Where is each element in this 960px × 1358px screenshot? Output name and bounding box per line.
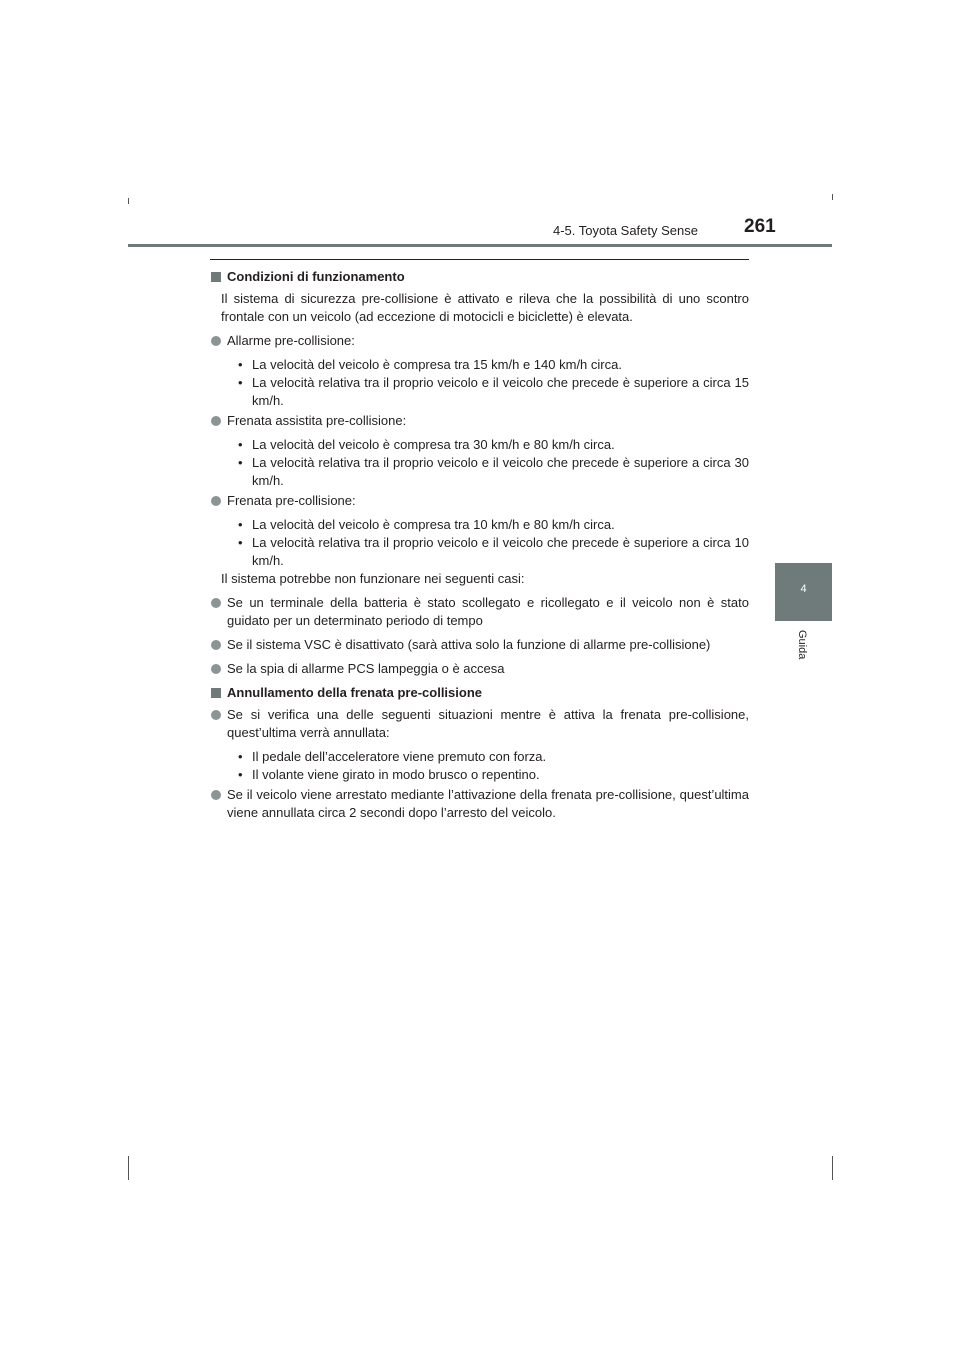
square-bullet-icon: [211, 272, 221, 282]
circle-bullet-icon: [211, 496, 221, 506]
sub-item: • La velocità del veicolo è compresa tra 30 km/h e 80 km/h circa.: [238, 437, 615, 452]
chapter-tab-label: Guida: [796, 630, 808, 660]
sub-item: • La velocità del veicolo è compresa tra 15 km/h e 140 km/h circa.: [238, 357, 622, 372]
page-content: [211, 268, 749, 828]
sub-item: • La velocità relativa tra il proprio veicolo e il veicolo che precede è superiore a circa 15 km/h.: [238, 375, 749, 408]
circle-bullet-icon: [211, 790, 221, 800]
circle-bullet-icon: [211, 416, 221, 426]
sub-list: [238, 436, 749, 490]
chapter-tab: [775, 563, 832, 621]
section-heading: Annullamento della frenata pre-collisione: [211, 684, 749, 702]
list-item: Se la spia di allarme PCS lampeggia o è accesa: [211, 660, 749, 678]
crop-mark: [128, 198, 129, 204]
section-heading: Condizioni di funzionamento: [211, 268, 749, 286]
list-item: Se un terminale della batteria è stato scollegato e ricollegato e il veicolo non è stato guidato per un determinato periodo di tempo: [211, 594, 749, 630]
circle-bullet-icon: [211, 710, 221, 720]
circle-bullet-icon: [211, 336, 221, 346]
list-item: Se il veicolo viene arrestato mediante l’attivazione della frenata pre-collisione, quest’ultima viene annullata circa 2 secondi dopo l’arresto del veicolo.: [211, 786, 749, 822]
sub-item: • La velocità relativa tra il proprio veicolo e il veicolo che precede è superiore a circa 10 km/h.: [238, 535, 749, 568]
sub-list: [238, 356, 749, 410]
circle-bullet-icon: [211, 598, 221, 608]
sub-item: • Il volante viene girato in modo brusco o repentino.: [238, 767, 540, 782]
list-item: Frenata pre-collisione:: [211, 492, 749, 510]
sub-item: • La velocità relativa tra il proprio veicolo e il veicolo che precede è superiore a circa 30 km/h.: [238, 455, 749, 488]
chapter-title: 4-5. Toyota Safety Sense: [552, 223, 698, 238]
crop-mark: [832, 1156, 833, 1180]
circle-bullet-icon: [211, 664, 221, 674]
crop-mark: [832, 194, 833, 200]
circle-bullet-icon: [211, 640, 221, 650]
section-rule: [210, 259, 749, 260]
sub-item: • Il pedale dell’acceleratore viene premuto con forza.: [238, 749, 547, 764]
sub-item: • La velocità del veicolo è compresa tra 10 km/h e 80 km/h circa.: [238, 517, 615, 532]
header-divider: [128, 244, 832, 247]
note-paragraph: Il sistema potrebbe non funzionare nei seguenti casi:: [221, 571, 525, 586]
intro-paragraph: Il sistema di sicurezza pre-collisione è attivato e rileva che la possibilità di uno scontro frontale con un veicolo (ad eccezione di motocicli e biciclette) è elevata.: [221, 291, 749, 324]
sub-list: [238, 748, 749, 784]
chapter-tab-number: 4: [800, 583, 807, 595]
sub-list: [238, 516, 749, 570]
list-item: Se il sistema VSC è disattivato (sarà attiva solo la funzione di allarme pre-collisione): [211, 636, 749, 654]
list-item: Allarme pre-collisione:: [211, 332, 749, 350]
crop-mark: [128, 1156, 129, 1180]
list-item: Se si verifica una delle seguenti situazioni mentre è attiva la frenata pre-collisione, quest’ultima verrà annullata:: [211, 706, 749, 742]
list-item: Frenata assistita pre-collisione:: [211, 412, 749, 430]
page-number: 261: [744, 216, 776, 237]
square-bullet-icon: [211, 688, 221, 698]
